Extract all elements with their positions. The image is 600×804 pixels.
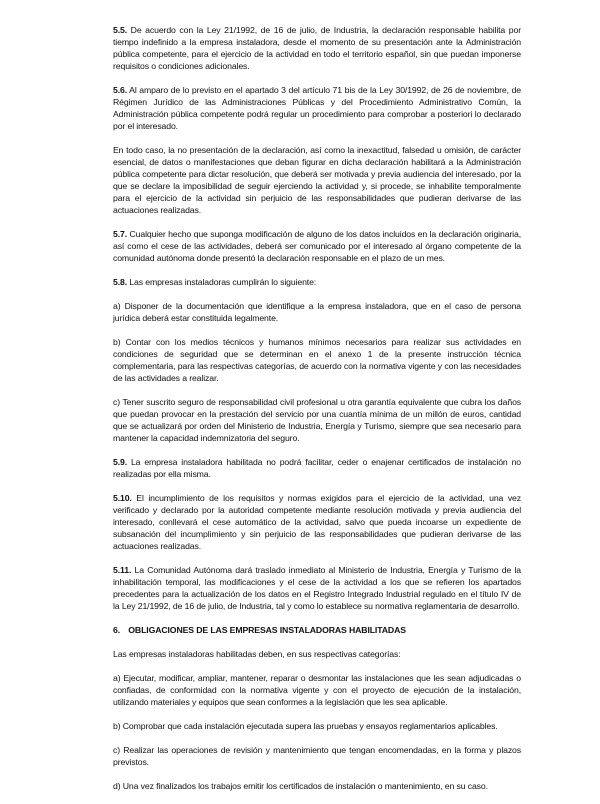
section-5-11 — [113, 564, 521, 612]
section-text: b) Contar con los medios técnicos y humanos mínimos necesarios para realizar sus actividades en condiciones de seguridad que se determinan en el anexo 1 de la presente instrucción técnica complementaria, para las respectivas categorías, de acuerdo con la normativa vigente y con las necesidades de las actividades a realizar. — [113, 337, 521, 383]
section-5-7 — [113, 228, 521, 264]
section-text: El incumplimiento de los requisitos y normas exigidos para el ejercicio de la actividad, una vez verificado y declarado por la autoridad competente mediante resolución motivada y previa audiencia del interesado, conllevará el cese automático de la actividad, salvo que pueda incoarse un expediente de subsanación del incumplimiento y sin perjuicio de las responsabilidades que pudieran derivarse de las actuaciones realizadas. — [113, 493, 521, 551]
section-text: De acuerdo con la Ley 21/1992, de 16 de julio, de Industria, la declaración responsable habilita por tiempo indefinido a la empresa instaladora, desde el momento de su presentación ante la Administración pública competente, para el ejercicio de la actividad en todo el territorio español, sin que puedan imponerse requisitos o condiciones adicionales. — [113, 25, 521, 71]
section-number: 5.5. — [113, 25, 128, 35]
section-text: La Comunidad Autónoma dará traslado inmediato al Ministerio de Industria, Energía y Turismo de la inhabilitación temporal, las modificaciones y el cese de la actividad a los que se refieren los apartados precedentes para la actualización de los datos en el Registro Integrado Industrial regulado en el título IV de la Ley 21/1992, de 16 de julio, de Industria, tal y como lo establece su normativa reglamentaria de desarrollo. — [113, 565, 521, 611]
section-5-6 — [113, 84, 521, 132]
section-5-6-continuation — [113, 144, 521, 216]
section-number: 5.11. — [113, 565, 132, 575]
section-5-8-item-c — [113, 396, 521, 444]
section-text: En todo caso, la no presentación de la declaración, así como la inexactitud, falsedad u omisión, de carácter esencial, de datos o manifestaciones que deban figurar en dicha declaración habilitará a la Administración pública competente para dictar resolución, que deberá ser motivada y previa audiencia del interesado, por la que se declare la imposibilidad de seguir ejerciendo la actividad y, si procede, se inhabilite temporalmente para el ejercicio de la actividad sin perjuicio de las responsabilidades que pudieran derivarse de las actuaciones realizadas. — [113, 145, 521, 215]
section-number: 5.8. — [113, 277, 128, 287]
section-text: Cualquier hecho que suponga modificación de alguno de los datos incluidos en la declaración originaria, así como el cese de las actividades, deberá ser comunicado por el interesado al órgano competente de la comunidad autónoma donde presentó la declaración responsable en el plazo de un mes. — [113, 229, 521, 263]
heading-number: 6. — [113, 625, 121, 635]
section-number: 5.10. — [113, 493, 132, 503]
section-5-8-item-b — [113, 336, 521, 384]
section-5-8 — [113, 276, 521, 288]
heading-title: OBLIGACIONES DE LAS EMPRESAS INSTALADORAS HABILITADAS — [128, 625, 406, 635]
section-text: Al amparo de lo previsto en el apartado 3 del artículo 71 bis de la Ley 30/1992, de 26 de noviembre, de Régimen Jurídico de las Administraciones Públicas y del Procedimiento Administrativo Común, la Administración pública competente podrá regular un procedimiento para comprobar a posteriori lo declarado por el interesado. — [113, 85, 521, 131]
section-5-8-item-a — [113, 300, 521, 324]
section-number: 5.6. — [113, 85, 128, 95]
section-text: a) Disponer de la documentación que identifique a la empresa instaladora, que en el caso de persona jurídica deberá estar constituida legalmente. — [113, 301, 521, 323]
section-5-10 — [113, 492, 521, 552]
obligation-item-a: a) Ejecutar, modificar, ampliar, mantener, reparar o desmontar las instalaciones que les sean adjudicadas o confiadas, de conformidad con la normativa vigente y con el proyecto de ejecución de la instalación, utilizando materiales y equipos que sean conformes a la legislación que les sea aplicable. — [113, 673, 521, 707]
section-5-5 — [113, 24, 521, 72]
section-heading — [113, 624, 521, 636]
section-text: La empresa instaladora habilitada no podrá facilitar, ceder o enajenar certificados de instalación no realizadas por ella misma. — [113, 457, 521, 479]
obligation-item-c: c) Realizar las operaciones de revisión y mantenimiento que tengan encomendadas, en la forma y plazos previstos. — [113, 745, 521, 767]
section-number: 5.7. — [113, 229, 128, 239]
section-text: c) Tener suscrito seguro de responsabilidad civil profesional u otra garantía equivalente que cubra los daños que puedan provocar en la prestación del servicio por una cuantía mínima de un millón de euros, cantidad que se actualizará por orden del Ministerio de Industria, Energía y Turismo, siempre que sea necesario para mantener la capacidad indemnizatoria del seguro. — [113, 397, 521, 443]
obligations-intro: Las empresas instaladoras habilitadas deben, en sus respectivas categorías: — [113, 649, 401, 659]
section-text: Las empresas instaladoras cumplirán lo siguiente: — [127, 277, 317, 287]
obligation-item-d: d) Una vez finalizados los trabajos emitir los certificados de instalación o mantenimiento, en su caso. — [113, 781, 488, 791]
section-number: 5.9. — [113, 457, 128, 467]
document-page — [113, 24, 521, 804]
section-5-9 — [113, 456, 521, 480]
obligation-item-b: b) Comprobar que cada instalación ejecutada supera las pruebas y ensayos reglamentarios aplicables. — [113, 721, 498, 731]
